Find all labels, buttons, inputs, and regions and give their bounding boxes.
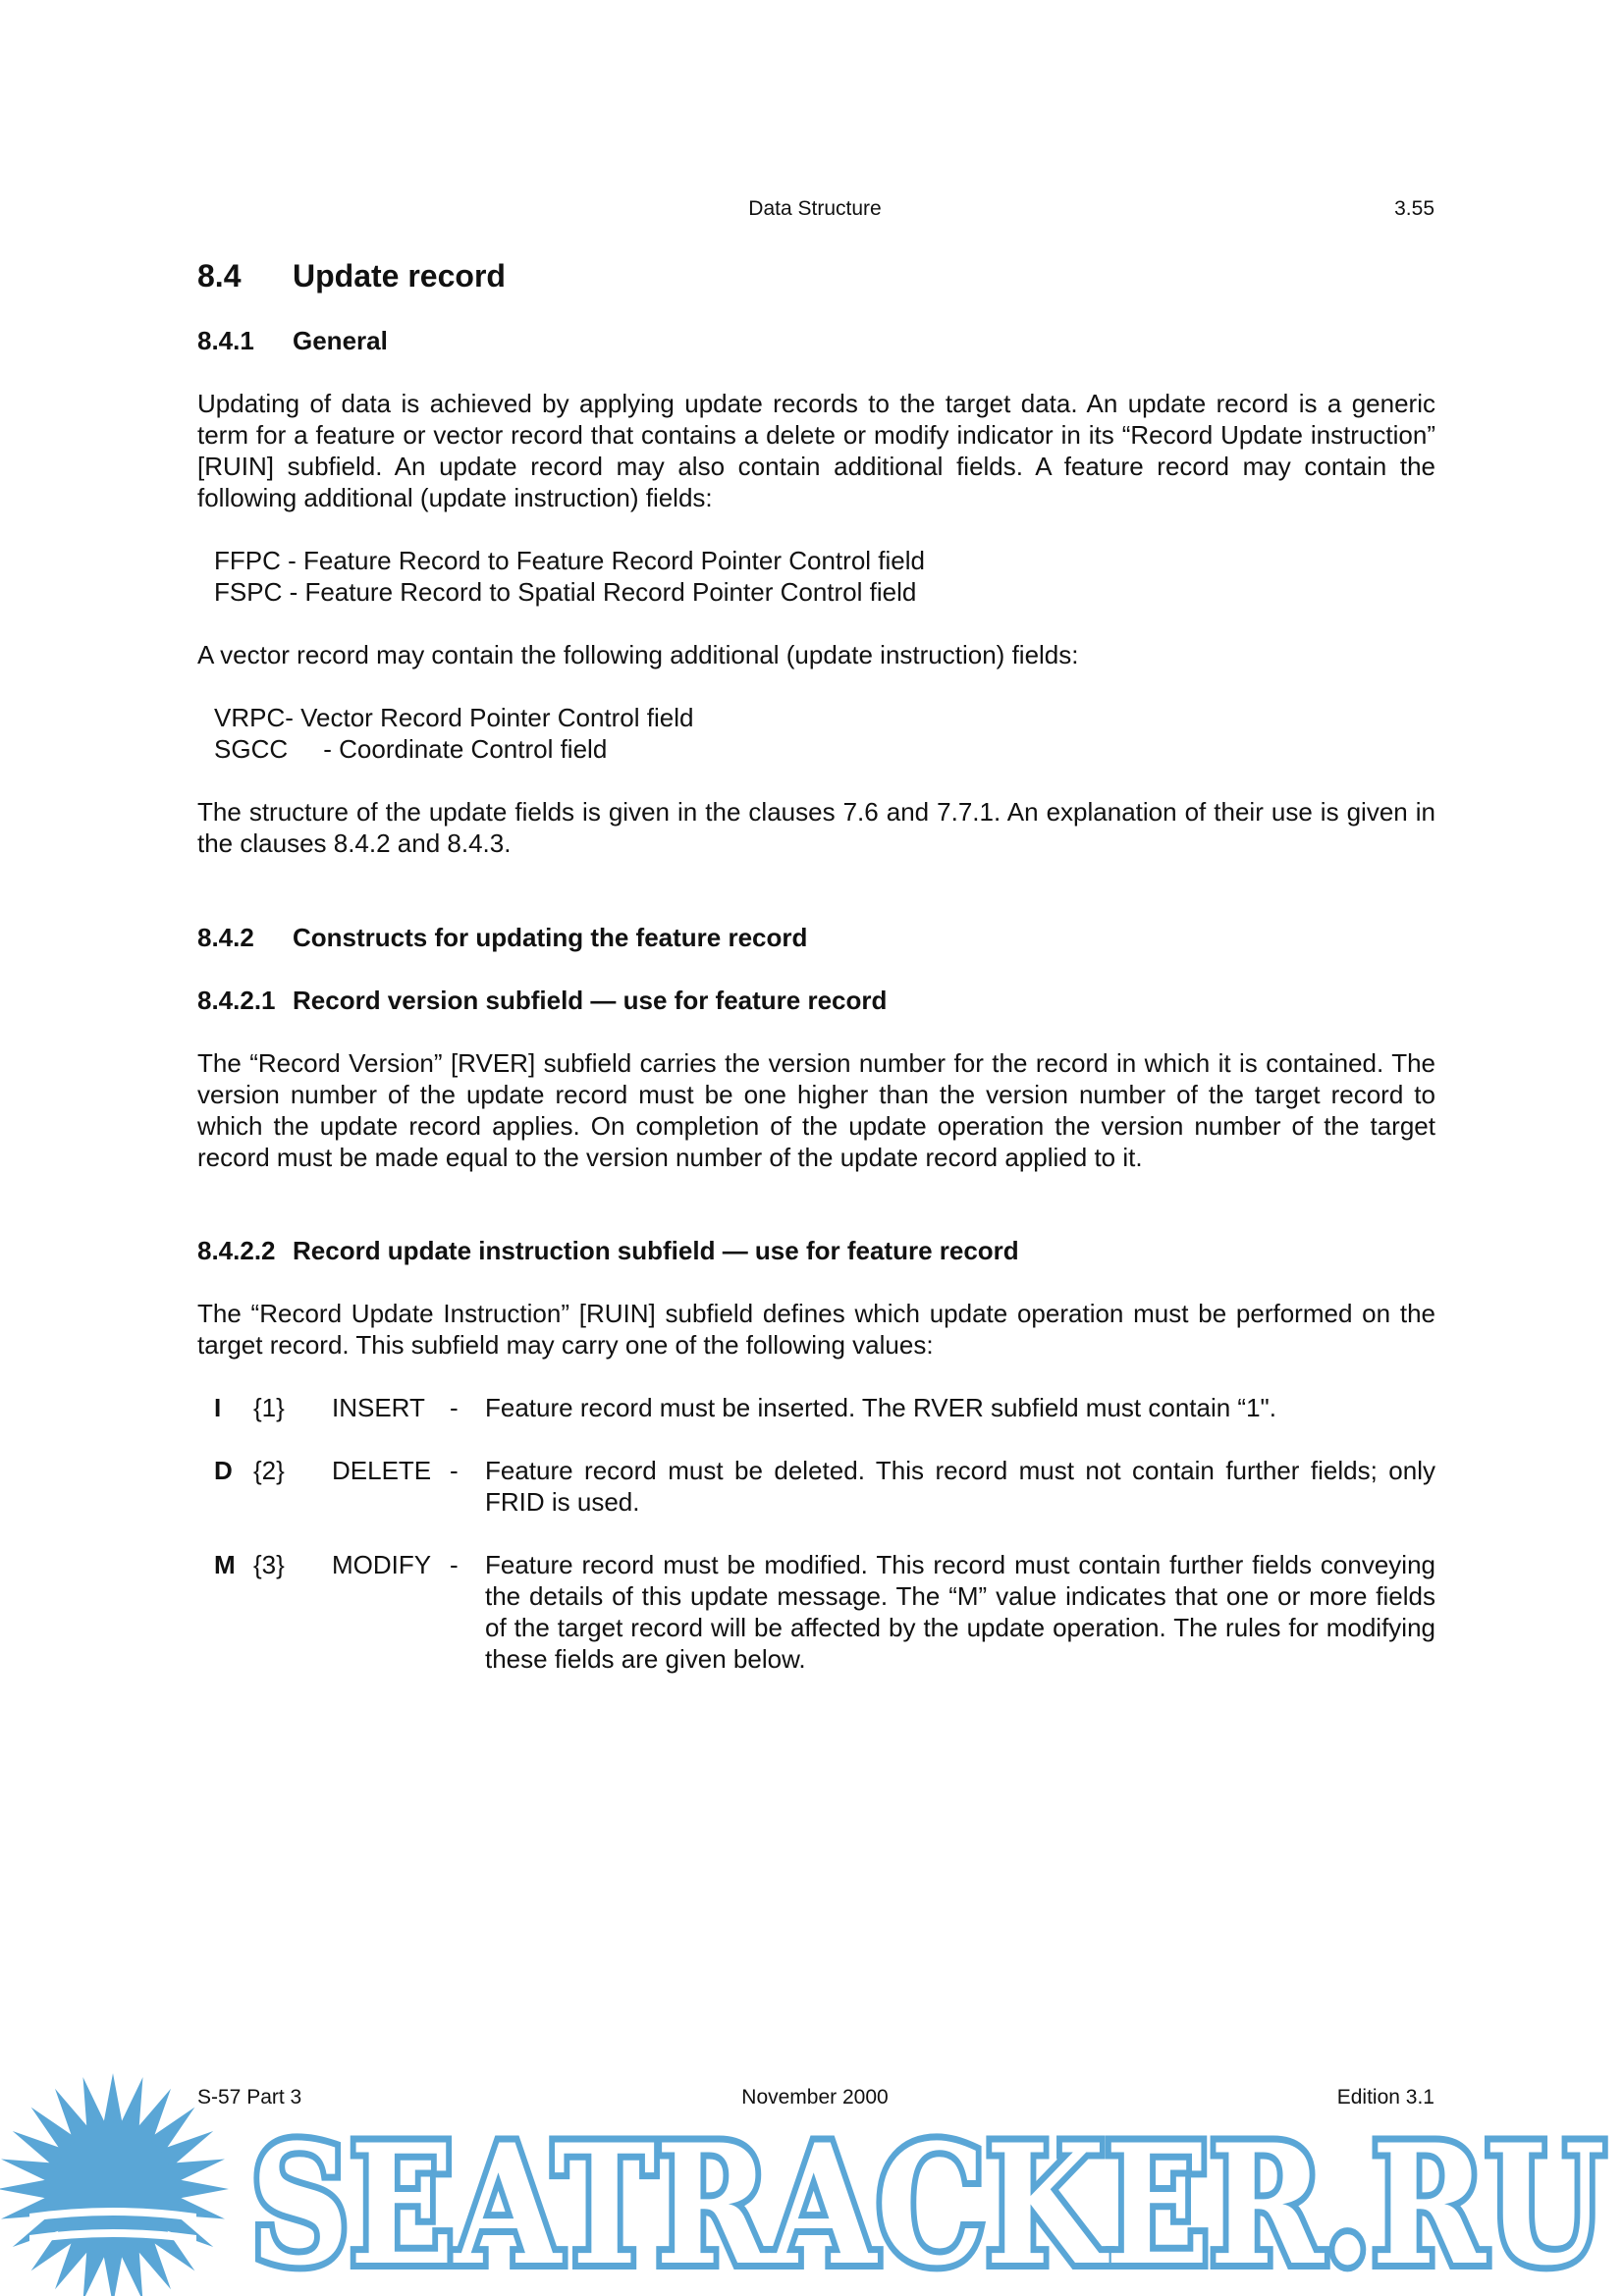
general-title: General bbox=[293, 326, 388, 355]
constructs-heading bbox=[197, 922, 807, 953]
value-dash: - bbox=[450, 1393, 459, 1422]
field-desc: - Coordinate Control field bbox=[288, 734, 608, 764]
rver-title: Record version subfield — use for feature record bbox=[293, 986, 888, 1015]
ruin-heading bbox=[197, 1235, 1019, 1266]
ruin-number: 8.4.2.2 bbox=[197, 1236, 276, 1265]
field-code: VRPC bbox=[214, 703, 286, 732]
constructs-title: Constructs for updating the feature record bbox=[293, 923, 808, 952]
field-desc: - Vector Record Pointer Control field bbox=[285, 703, 694, 732]
ruin-value-delete bbox=[214, 1455, 1435, 1518]
ruin-paragraph: The “Record Update Instruction” [RUIN] subfield defines which update operation must be performed on the target record. This subfield may carry one of the following values: bbox=[197, 1299, 1435, 1360]
footer-document: S-57 Part 3 bbox=[197, 2086, 302, 2109]
value-desc: Feature record must be inserted. The RVER subfield must contain “1". bbox=[485, 1393, 1276, 1422]
vector-intro-paragraph: A vector record may contain the following additional (update instruction) fields: bbox=[197, 640, 1079, 669]
field-ffpc bbox=[214, 545, 925, 576]
watermark bbox=[0, 2066, 1623, 2296]
field-desc: - Feature Record to Feature Record Pointer Control field bbox=[280, 546, 925, 575]
sunburst-icon bbox=[0, 2073, 229, 2296]
value-code: {3} bbox=[253, 1550, 285, 1579]
field-vrpc bbox=[214, 702, 693, 733]
field-desc: - Feature Record to Spatial Record Pointer Control field bbox=[282, 577, 917, 607]
field-fspc bbox=[214, 576, 916, 608]
ruin-value-insert bbox=[214, 1392, 1435, 1423]
value-name: INSERT bbox=[332, 1393, 425, 1422]
running-header: Data Structure bbox=[748, 197, 882, 220]
ruin-value-modify bbox=[214, 1549, 1435, 1675]
ruin-title: Record update instruction subfield — use for feature record bbox=[293, 1236, 1019, 1265]
field-code: FFPC bbox=[214, 546, 281, 575]
general-number: 8.4.1 bbox=[197, 326, 254, 355]
section-number: 8.4 bbox=[197, 258, 242, 294]
field-code: SGCC bbox=[214, 734, 289, 764]
value-dash: - bbox=[450, 1456, 459, 1485]
value-code: {1} bbox=[253, 1393, 285, 1422]
constructs-number: 8.4.2 bbox=[197, 923, 254, 952]
value-desc: Feature record must be deleted. This record must not contain further fields; only FRID is used. bbox=[485, 1456, 1435, 1517]
watermark-text: SEATRACKER.RU bbox=[250, 2108, 1605, 2296]
rver-number: 8.4.2.1 bbox=[197, 986, 276, 1015]
page-number: 3.55 bbox=[1394, 197, 1434, 220]
section-title: Update record bbox=[293, 258, 506, 294]
rver-heading bbox=[197, 985, 887, 1016]
general-intro-paragraph: Updating of data is achieved by applying update records to the target data. An update record is a generic term for a feature or vector record that contains a delete or modify indicator in its “Record Update instruction” [RUIN] subfield. An update record may also contain additional fields. A feature record may contain the following additional (update instruction) fields: bbox=[197, 389, 1435, 512]
value-desc: Feature record must be modified. This record must contain further fields conveying the details of this update message. The “M” value indicates that one or more fields of the target record will be affected by the update operation. The rules for modifying these fields are given below. bbox=[485, 1550, 1435, 1674]
value-letter: I bbox=[214, 1393, 222, 1422]
footer-edition: Edition 3.1 bbox=[1336, 2086, 1434, 2109]
general-heading bbox=[197, 325, 388, 356]
value-letter: D bbox=[214, 1456, 233, 1485]
value-name: DELETE bbox=[332, 1456, 432, 1485]
value-code: {2} bbox=[253, 1456, 285, 1485]
value-name: MODIFY bbox=[332, 1550, 432, 1579]
field-sgcc bbox=[214, 733, 607, 765]
structure-paragraph: The structure of the update fields is given in the clauses 7.6 and 7.7.1. An explanation of their use is given in the clauses 8.4.2 and 8.4.3. bbox=[197, 797, 1435, 858]
field-code: FSPC bbox=[214, 577, 283, 607]
rver-paragraph: The “Record Version” [RVER] subfield carries the version number for the record in which it is contained. The version number of the update record must be one higher than the version number of the target record to which the update record applies. On completion of the update operation the version number of the target record must be made equal to the version number of the update record applied to it. bbox=[197, 1048, 1435, 1172]
value-letter: M bbox=[214, 1550, 236, 1579]
footer-date: November 2000 bbox=[741, 2086, 889, 2109]
section-heading bbox=[197, 257, 506, 294]
value-dash: - bbox=[450, 1550, 459, 1579]
